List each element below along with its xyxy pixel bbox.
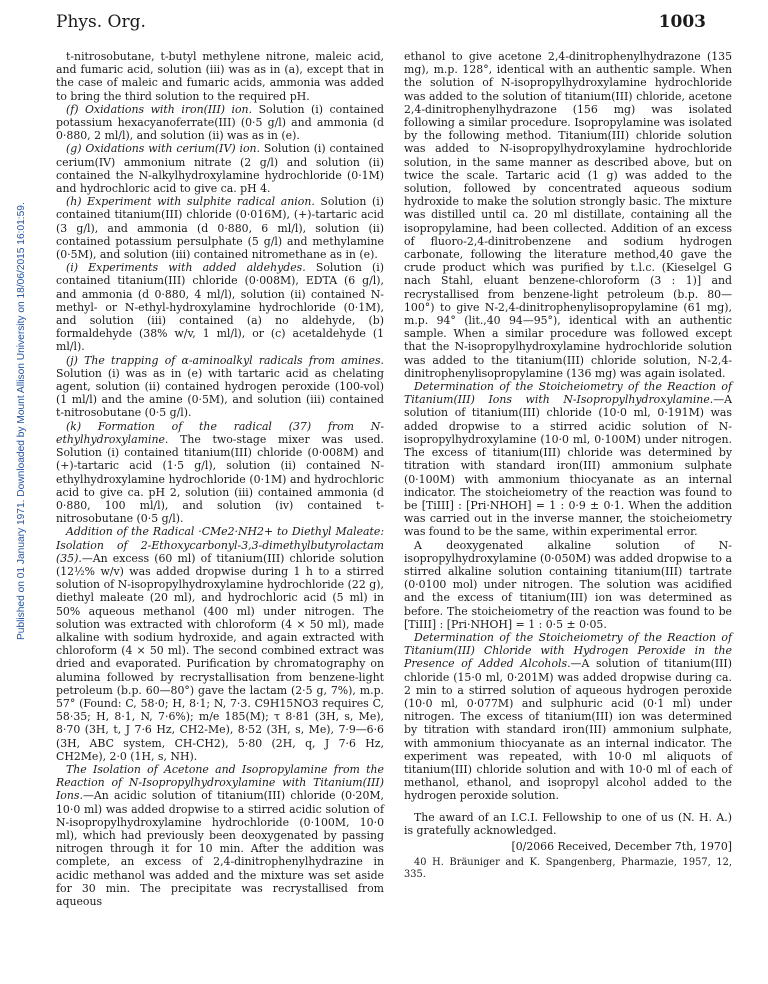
paragraph-text: —A solution of titanium(III) chloride (10·0 ml, 0·191M) was added dropwise to a stirred acidic solution of N-isopropylhydroxylamine (10·0 ml, 0·100M) under nitrogen. The excess of titanium(III) chloride was determined by titration with standard iron(III) ammonium sulphate (0·100M) with ammonium thiocyanate as an internal indicator. The stoicheiometry of the reaction was found to be [TiIII] : [Pri·NHOH] = 1 : 0·9 ± 0·1. When the addition was carried out in the inverse manner, the stoicheiometry was found to be the same, within experimental error. [404, 393, 732, 539]
paragraph-text: Solution (i) contained cerium(IV) ammonium nitrate (2 g/l) and solution (ii) contained the N-alkylhydroxylamine hydrochloride (0·1M) and hydrochloric acid to give ca. pH 4. [56, 142, 385, 196]
paragraph-heading: The Isolation of Acetone and Isopropylamine from the Reaction of N-Isopropylhydroxylamine with Titanium(III) Ions. [56, 762, 384, 803]
right-column [404, 50, 732, 881]
paragraph [56, 261, 384, 353]
left-column [56, 50, 384, 908]
journal-section-title: Phys. Org. [56, 12, 146, 32]
received-line: [0/2066 Received, December 7th, 1970] [511, 839, 732, 853]
paragraph-text: Solution (i) contained titanium(III) chloride (0·008M), EDTA (6 g/l), and ammonia (d 0·880, 4 ml/l), solution (ii) contained N-methyl- or N-ethyl-hydroxylamine hydrochloride (0·1M), and solution (iii) contained (a) no aldehyde, (b) formaldehyde (38% w/v, 1 ml/l), or (c) acetaldehyde (1 ml/l). [56, 261, 384, 354]
acknowledgement: The award of an I.C.I. Fellowship to one of us (N. H. A.) is gratefully acknowledged. [404, 810, 732, 837]
paragraph-text: —An acidic solution of titanium(III) chloride (0·20M, 10·0 ml) was added dropwise to a stirred acidic solution of N-isopropylhydroxylamine hydrochloride (0·100M, 10·0 ml), which had previously been deoxygenated by passing nitrogen through it for 10 min. After the addition was complete, an excess of 2,4-dinitrophenylhydrazine in acidic methanol was added and the mixture was set aside for 30 min. The precipitate was recrystallised from aqueous [56, 789, 384, 908]
paragraph-heading: (f) Oxidations with iron(III) ion. [66, 102, 253, 116]
side-note-text: Published on 01 January 1971. Downloaded by Mount Allison University on 18/06/2015 16:01:59. [16, 202, 27, 640]
paragraph [404, 631, 732, 803]
paragraph-heading: (j) The trapping of α-aminoalkyl radicals from amines. [66, 353, 384, 367]
paragraph-text: Solution (i) contained titanium(III) chloride (0·016M), (+)-tartaric acid (3 g/l), and ammonia (d 0·880, 6 ml/l), solution (ii) contained potassium persulphate (5 g/l) and methylamine (0·5M), and solution (iii) contained nitromethane as in (e). [56, 195, 384, 262]
paragraph [56, 763, 384, 908]
paragraph [56, 50, 384, 103]
paragraph-text: —An excess (60 ml) of titanium(III) chloride solution (12½% w/v) was added dropwise during 1 h to a stirred solution of N-isopropylhydroxylamine hydrochloride (22 g), diethyl maleate (20 ml), and hydrochloric acid (5 ml) in 50% aqueous methanol (400 ml) under nitrogen. The solution was extracted with chloroform (4 × 50 ml), made alkaline with sodium hydroxide, and again extracted with chloroform (4 × 50 ml). The second combined extract was dried and evaporated. Purification by chromatography on alumina followed by recrystallisation from benzene-light petroleum (b.p. 60—80°) gave the lactam (2·5 g, 7%), m.p. 57° (Found: C, 58·0; H, 8·1; N, 7·3. C9H15NO3 requires C, 58·35; H, 8·1, N, 7·6%); m/e 185(M); τ 8·81 (3H, s, Me), 8·70 (3H, t, J 7·6 Hz, CH2-Me), 8·52 (3H, s, Me), 7·9—6·6 (3H, ABC system, CH-CH2), 5·80 (2H, q, J 7·6 Hz, CH2Me), 2·0 (1H, s, NH). [56, 551, 384, 763]
reference-40: 40 H. Bräuniger and K. Spangenberg, Pharmazie, 1957, 12, 335. [404, 857, 732, 881]
paragraph-heading: (h) Experiment with sulphite radical anion. [66, 195, 315, 209]
paragraph-heading: (i) Experiments with added aldehydes. [66, 261, 306, 275]
paragraph-heading: (g) Oxidations with cerium(IV) ion. [66, 142, 260, 156]
paragraph-heading: (k) Formation of the radical (37) from N-ethylhydroxylamine. [56, 419, 384, 446]
paragraph [404, 380, 732, 538]
paragraph [56, 103, 384, 143]
paragraph-text: t-nitrosobutane, t-butyl methylene nitrone, maleic acid, and fumaric acid, solution (iii) was as in (a), except that in the case of maleic and fumaric acids, ammonia was added to bring the third solution to the required pH. [56, 50, 384, 103]
paragraph [56, 420, 384, 526]
paragraph-text: Solution (i) was as in (e) with tartaric acid as chelating agent, solution (ii) contained hydrogen peroxide (100-vol) (1 ml/l) and the amine (0·5M), and solution (iii) contained t-nitrosobutane (0·5 g/l). [56, 366, 384, 420]
paragraph [56, 142, 384, 195]
paragraph-text: The two-stage mixer was used. Solution (i) contained titanium(III) chloride (0·008M) and (+)-tartaric acid (1·5 g/l), solution (ii) contained N-ethylhydroxylamine hydrochloride (0·1M) and hydrochloric acid to give ca. pH 2, solution (iii) contained ammonia (d 0·880, 100 ml/l), and solution (iv) contained t-nitrosobutane (0·5 g/l). [56, 432, 384, 526]
paragraph [404, 50, 732, 380]
paragraph [404, 539, 732, 631]
paragraph [56, 354, 384, 420]
paragraph [56, 525, 384, 763]
paragraph [56, 195, 384, 261]
paragraph-text: A deoxygenated alkaline solution of N-isopropylhydroxylamine (0·050M) was added dropwise to a stirred alkaline solution containing titanium(III) tartrate (0·0100 mol) under nitrogen. The solution was acidified and the excess of titanium(III) ion was determined as before. The stoicheiometry of the reaction was found to be [TiIII] : [Pri·NHOH] = 1 : 0·5 ± 0·05. [404, 538, 732, 631]
publication-download-note[interactable] [4, 120, 27, 640]
paragraph-heading: Addition of the Radical ·CMe2·NH2+ to Diethyl Maleate: Isolation of 2-Ethoxycarbonyl-3,3-dimethylbutyrolactam (35). [56, 525, 384, 565]
paragraph-heading: Determination of the Stoicheiometry of the Reaction of Titanium(III) Chloride with Hydrogen Peroxide in the Presence of Added Alcohols. [404, 630, 732, 671]
paragraph-text: Solution (i) contained potassium hexacyanoferrate(III) (0·5 g/l) and ammonia (d 0·880, 2 ml/l), and solution (ii) was as in (e). [56, 102, 384, 143]
page-number: 1003 [658, 12, 706, 32]
paragraph-heading: Determination of the Stoicheiometry of the Reaction of Titanium(III) Ions with N-Isopropylhydroxylamine. [404, 380, 732, 407]
paragraph-text: ethanol to give acetone 2,4-dinitrophenylhydrazone (135 mg), m.p. 128°, identical with an authentic sample. When the solution of N-isopropylhydroxylamine hydrochloride was added to the solution of titanium(III) chloride, acetone 2,4-dinitrophenylhydrazone (156 mg) was isolated following a similar procedure. Isopropylamine was isolated by the following method. Titanium(III) chloride solution was added to N-isopropylhydroxylamine hydrochloride solution, in the same manner as described above, but on twice the scale. Tartaric acid (1 g) was added to the solution, followed by concentrated aqueous sodium hydroxide to make the solution strongly basic. The mixture was distilled until ca. 20 ml distillate, containing all the isopropylamine, had been collected. Addition of an excess of fluoro-2,4-dinitrobenzene and sodium hydrogen carbonate, following the literature method,40 gave the crude product which was purified by t.l.c. (Kieselgel G nach Stahl, eluant benzene-chloroform (3 : 1)] and recrystallised from benzene-light petroleum (b.p. 80—100°) to give N-2,4-dinitrophenylisopropylamine (61 mg), m.p. 94° (lit.,40 94—95°), identical with an authentic sample. When a similar procedure was followed except that the N-isopropylhydroxylamine hydrochloride solution was added to the titanium(III) chloride solution, N-2,4-dinitrophenylisopropylamine (136 mg) was again isolated. [404, 50, 732, 380]
paragraph-text: —A solution of titanium(III) chloride (15·0 ml, 0·201M) was added dropwise during ca. 2 min to a stirred solution of aqueous hydrogen peroxide (10·0 ml, 0·077M) and sulphuric acid (0·1 ml) under nitrogen. The excess of titanium(III) ion was determined by titration with standard iron(III) ammonium sulphate, with ammonium thiocyanate as an internal indicator. The experiment was repeated, with 10·0 ml aliquots of titanium(III) chloride solution and with 10·0 ml of each of methanol, ethanol, and isopropyl alcohol added to the hydrogen peroxide solution. [404, 657, 732, 803]
